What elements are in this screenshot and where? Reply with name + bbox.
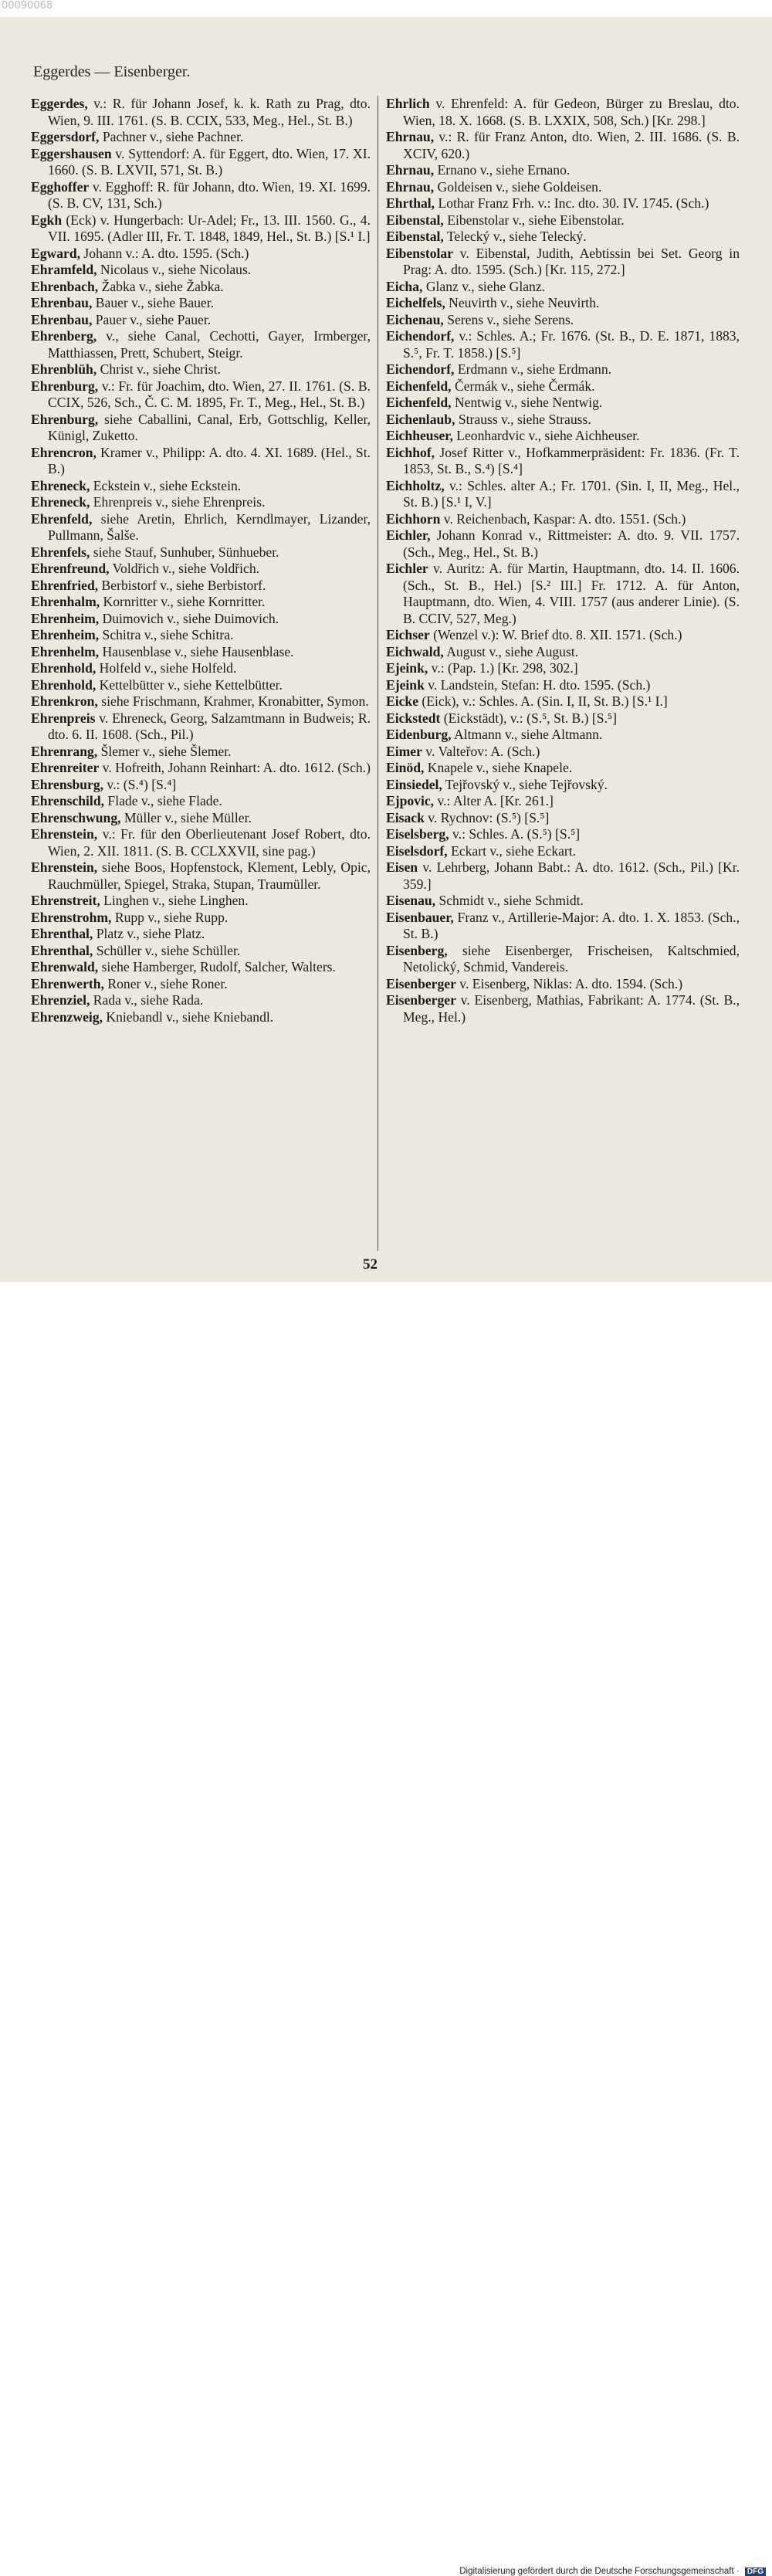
entry-headword: Ehramfeld,: [31, 262, 97, 277]
dictionary-entry: [386, 478, 740, 511]
entry-headword: Ehrenbau,: [31, 311, 93, 327]
entry-headword: Ehrenhold,: [31, 676, 96, 693]
entry-headword: Einöd,: [386, 760, 425, 775]
dictionary-entry: [31, 777, 371, 794]
entry-headword: Eggersdorf,: [31, 129, 100, 144]
entry-text: v. Syttendorf: A. für Eggert, dto. Wien, 17. XI. 1660. (S. B. LXVII, 571, St. B.): [48, 145, 371, 178]
entry-text: Ernano v., siehe Ernano.: [434, 162, 571, 178]
entry-text: siehe Eisenberger, Frischeisen, Kaltschmied, Netolický, Schmid, Vandereis.: [403, 942, 740, 974]
dictionary-entry: [31, 511, 371, 544]
entry-headword: Ehrenblüh,: [31, 361, 97, 377]
dictionary-entry: [31, 710, 371, 744]
entry-headword: Eibenstal,: [386, 212, 444, 228]
entry-text: Schüller v., siehe Schüller.: [93, 942, 241, 958]
right-column: [386, 96, 740, 1025]
dictionary-entry: [386, 744, 740, 761]
entry-headword: Egward,: [31, 245, 81, 261]
entry-headword: Eichendorf,: [386, 328, 455, 344]
entry-headword: Ehrenbau,: [31, 295, 93, 310]
entry-text: v. Lehrberg, Johann Babt.: A. dto. 1612. (Sch., Pil.) [Kr. 359.]: [403, 859, 740, 892]
dictionary-entry: [386, 361, 740, 378]
entry-headword: Eichholtz,: [386, 477, 445, 493]
entry-headword: Eichenlaub,: [386, 411, 455, 427]
entry-headword: Eichler,: [386, 527, 431, 543]
dictionary-entry: [31, 611, 371, 628]
dictionary-entry: [386, 162, 740, 179]
entry-headword: Eicke: [386, 693, 419, 709]
dictionary-entry: [386, 760, 740, 777]
entry-headword: Eichelfels,: [386, 295, 445, 310]
entry-headword: Ehrlich: [386, 96, 430, 111]
entry-headword: Ehrenrang,: [31, 743, 98, 759]
entry-headword: Eichendorf,: [386, 361, 455, 377]
dictionary-entry: [386, 212, 740, 229]
dictionary-entry: [31, 262, 371, 279]
entry-headword: Eisenbauer,: [386, 909, 454, 925]
entry-text: Franz v., Artillerie-Major: A. dto. 1. X. 1853. (Sch., St. B.): [403, 909, 740, 941]
entry-headword: Eickstedt: [386, 710, 441, 726]
dictionary-entry: [31, 976, 371, 993]
dictionary-entry: [31, 312, 371, 329]
dictionary-entry: [31, 295, 371, 312]
dictionary-entry: [386, 229, 740, 246]
dictionary-entry: [386, 527, 740, 561]
entry-text: v. Ehreneck, Georg, Salzamtmann in Budweis; R. dto. 6. II. 1608. (Sch., Pil.): [48, 710, 371, 742]
entry-text: Kornritter v., siehe Kornritter.: [100, 594, 266, 609]
dictionary-entry: [31, 578, 371, 595]
dictionary-entry: [31, 246, 371, 263]
entry-headword: Eichwald,: [386, 643, 444, 659]
dictionary-entry: [31, 212, 371, 246]
dictionary-entry: [386, 445, 740, 478]
dictionary-entry: [386, 644, 740, 661]
entry-text: Serens v., siehe Serens.: [443, 311, 574, 327]
dictionary-entry: [386, 96, 740, 129]
entry-text: Altmann v., siehe Altmann.: [451, 727, 603, 742]
entry-text: Glanz v., siehe Glanz.: [422, 278, 546, 294]
entry-headword: Eichser: [386, 627, 430, 642]
entry-headword: Eichenau,: [386, 311, 444, 327]
entry-headword: Eibenstal,: [386, 229, 444, 244]
dictionary-entry: [31, 627, 371, 644]
entry-headword: Ehrenstreit,: [31, 893, 100, 908]
entry-text: Berbistorf v., siehe Berbistorf.: [98, 577, 266, 593]
entry-text: v.: (Pap. 1.) [Kr. 298, 302.]: [428, 660, 578, 676]
entry-text: v.: R. für Franz Anton, dto. Wien, 2. III. 1686. (S. B. XCIV, 620.): [403, 129, 740, 161]
dictionary-entry: [386, 826, 740, 843]
dictionary-entry: [31, 826, 371, 859]
entry-headword: Ehrenbach,: [31, 278, 99, 294]
dictionary-entry: [386, 992, 740, 1025]
footer-text: Digitalisierung gefördert durch die Deutsche Forschungsgemeinschaft ·: [459, 2567, 740, 2576]
dictionary-entry: [386, 943, 740, 976]
entry-headword: Ehrenhalm,: [31, 594, 100, 609]
bottom-margin: [0, 1282, 772, 2576]
dictionary-entry: [386, 677, 740, 694]
entry-headword: Egghoffer: [31, 178, 90, 195]
entry-headword: Ehrenwald,: [31, 959, 99, 974]
dictionary-entry: [31, 677, 371, 694]
dictionary-entry: [386, 627, 740, 644]
entry-text: Kramer v., Philipp: A. dto. 4. XI. 1689. (Hel., St. B.): [48, 444, 371, 476]
entry-text: Bauer v., siehe Bauer.: [92, 295, 215, 310]
entry-headword: Ehrnau,: [386, 178, 435, 195]
entry-text: Tejřovský v., siehe Tejřovský.: [442, 776, 608, 792]
entry-headword: Ehrenheim,: [31, 610, 100, 626]
entry-headword: Eisenau,: [386, 893, 436, 908]
dictionary-entry: [31, 328, 371, 361]
entry-text: Ehrenpreis v., siehe Ehrenpreis.: [90, 494, 266, 510]
dictionary-entry: [386, 395, 740, 412]
entry-text: v. Egghoff: R. für Johann, dto. Wien, 19. XI. 1699. (S. B. CV, 131, Sch.): [48, 178, 371, 211]
dictionary-entry: [386, 246, 740, 279]
entry-text: Schmidt v., siehe Schmidt.: [435, 893, 584, 908]
dictionary-entry: [386, 195, 740, 212]
entry-text: Šlemer v., siehe Šlemer.: [97, 743, 232, 759]
entry-headword: Ehrenfeld,: [31, 510, 93, 527]
footer: [459, 2567, 766, 2576]
entry-headword: Ehrenkron,: [31, 693, 98, 709]
entry-headword: Ehrenschild,: [31, 793, 105, 808]
entry-headword: Ejpovic,: [386, 793, 435, 808]
entry-text: v. Eisenberg, Mathias, Fabrikant: A. 1774. (St. B., Meg., Hel.): [403, 992, 740, 1025]
entry-text: v.: Alter A. [Kr. 261.]: [434, 793, 554, 808]
entry-headword: Ehrenreiter: [31, 760, 100, 775]
top-margin: [0, 0, 772, 17]
dictionary-entry: [31, 910, 371, 927]
entry-headword: Ehrnau,: [386, 162, 435, 178]
entry-headword: Ehrenstein,: [31, 859, 98, 875]
entry-headword: Ehrenziel,: [31, 992, 90, 1008]
entry-headword: Ejeink: [386, 676, 425, 693]
entry-text: siehe Frischmann, Krahmer, Kronabitter, Symon.: [97, 693, 369, 709]
entry-text: v. Reichenbach, Kaspar: A. dto. 1551. (Sch.): [440, 510, 686, 527]
entry-headword: Ehrencron,: [31, 444, 96, 460]
dictionary-entry: [31, 544, 371, 561]
entry-text: v. Eibenstal, Judith, Aebtissin bei Set. Georg in Prag: A. dto. 1595. (Sch.) [Kr. 115, 272.]: [403, 245, 740, 277]
entry-headword: Egkh: [31, 212, 63, 228]
entry-headword: Ehrenzweig,: [31, 1008, 103, 1025]
entry-headword: Eichhorn: [386, 510, 441, 527]
dictionary-entry: [386, 859, 740, 893]
entry-text: Linghen v., siehe Linghen.: [100, 893, 249, 908]
entry-headword: Eichenfeld,: [386, 378, 452, 394]
entry-headword: Eggerdes,: [31, 96, 88, 111]
entry-headword: Eimer: [386, 743, 422, 759]
entry-text: Goldeisen v., siehe Goldeisen.: [434, 178, 602, 195]
entry-headword: Ehrenpreis: [31, 710, 96, 726]
entry-headword: Eichenfeld,: [386, 395, 452, 410]
entry-headword: Ehreneck,: [31, 477, 90, 493]
entry-text: Müller v., siehe Müller.: [120, 809, 252, 825]
dictionary-entry: [386, 710, 740, 727]
entry-headword: Eiselsdorf,: [386, 842, 448, 859]
entry-text: Josef Ritter v., Hofkammerpräsident: Fr. 1836. (Fr. T. 1853, St. B., S.⁴) [S.⁴]: [403, 444, 740, 476]
dictionary-entry: [386, 910, 740, 943]
dictionary-entry: [386, 279, 740, 296]
entry-headword: Ehrenstrohm,: [31, 909, 112, 925]
dictionary-entry: [31, 644, 371, 661]
entry-headword: Ehrenburg,: [31, 378, 99, 394]
entry-text: Schitra v., siehe Schitra.: [99, 627, 234, 642]
entry-text: v. Auritz: A. für Martin, Hauptmann, dto. 14. II. 1606. (Sch., St. B., Hel.) [S.² III.] Fr. 1712. A. für Anton, Hauptmann, dto. Wien, 4. VIII. 1757 (aus anderer Linie). (S. B. CCIV, 527, Meg.): [403, 561, 740, 626]
dfg-logo: DFG: [745, 2568, 766, 2576]
entry-headword: Ehrenheim,: [31, 627, 100, 642]
entry-text: Leonhardvic v., siehe Aichheuser.: [452, 428, 640, 443]
entry-headword: Ehrenwerth,: [31, 975, 104, 991]
entry-text: (Eick), v.: Schles. A. (Sin. I, II, St. B.) [S.¹ I.]: [418, 693, 668, 709]
entry-text: siehe Aretin, Ehrlich, Kerndlmayer, Lizander, Pullmann, Šalše.: [48, 510, 371, 543]
entry-text: Platz v., siehe Platz.: [93, 926, 205, 941]
entry-text: Duimovich v., siehe Duimovich.: [99, 610, 279, 626]
left-column: [31, 96, 371, 1025]
dictionary-entry: [31, 693, 371, 710]
dictionary-entry: [386, 511, 740, 528]
dictionary-entry: [31, 279, 371, 296]
dictionary-entry: [31, 859, 371, 893]
entry-headword: Eibenstolar: [386, 245, 453, 261]
entry-text: Pauer v., siehe Pauer.: [92, 311, 212, 327]
dictionary-entry: [386, 793, 740, 810]
dictionary-entry: [386, 412, 740, 429]
entry-text: siehe Hamberger, Rudolf, Salcher, Walters.: [98, 959, 336, 974]
entry-text: Hausenblase v., siehe Hausenblase.: [99, 643, 294, 659]
dictionary-entry: [386, 295, 740, 312]
entry-headword: Eiselsberg,: [386, 826, 449, 842]
entry-text: Čermák v., siehe Čermák.: [451, 378, 595, 394]
dictionary-entry: [386, 693, 740, 710]
dictionary-entry: [31, 494, 371, 511]
dictionary-entry: [386, 777, 740, 794]
dictionary-entry: [386, 810, 740, 827]
dictionary-entry: [31, 378, 371, 412]
entry-headword: Eicha,: [386, 278, 423, 294]
entry-headword: Eidenburg,: [386, 727, 452, 742]
entry-text: Johann Konrad v., Rittmeister: A. dto. 9. VII. 1757. (Sch., Meg., Hel., St. B.): [403, 527, 740, 560]
entry-text: Pachner v., siehe Pachner.: [99, 129, 244, 144]
dictionary-entry: [31, 478, 371, 495]
dictionary-entry: [386, 893, 740, 910]
dictionary-entry: [31, 992, 371, 1009]
entry-text: Neuvirth v., siehe Neuvirth.: [445, 295, 600, 310]
entry-text: Flade v., siehe Flade.: [104, 793, 222, 808]
entry-headword: Ehrenthal,: [31, 926, 93, 941]
dictionary-entry: [31, 793, 371, 810]
dictionary-entry: [386, 727, 740, 744]
entry-headword: Ehrenhelm,: [31, 643, 100, 659]
entry-text: v. Eisenberg, Niklas: A. dto. 1594. (Sch.): [455, 975, 683, 991]
entry-text: Telecký v., siehe Telecký.: [443, 229, 587, 244]
dictionary-entry: [31, 361, 371, 378]
entry-text: v.: Fr. für Joachim, dto. Wien, 27. II. 1761. (S. B. CCIX, 526, Sch., Č. C. M. 1895, Fr. T., Meg., Hel., St. B.): [48, 378, 371, 410]
dictionary-entry: [31, 943, 371, 960]
entry-text: v. Landstein, Stefan: H. dto. 1595. (Sch.): [424, 676, 651, 693]
entry-text: Kettelbütter v., siehe Kettelbütter.: [96, 676, 283, 693]
entry-text: Žabka v., siehe Žabka.: [98, 278, 224, 294]
entry-headword: Ehrenstein,: [31, 826, 98, 842]
dictionary-entry: [31, 445, 371, 478]
entry-text: Rupp v., siehe Rupp.: [111, 909, 229, 925]
entry-headword: Ehreneck,: [31, 494, 90, 510]
entry-headword: Eisack: [386, 809, 425, 825]
dictionary-entry: [386, 378, 740, 395]
dictionary-entry: [31, 744, 371, 761]
dictionary-entry: [31, 760, 371, 777]
dictionary-entry: [386, 129, 740, 162]
entry-text: v.: (S.⁴) [S.⁴]: [103, 776, 177, 792]
entry-headword: Eichhof,: [386, 444, 435, 460]
dictionary-entry: [386, 428, 740, 445]
entry-text: v.: Schles. alter A.; Fr. 1701. (Sin. I, II, Meg., Hel., St. B.) [S.¹ I, V.]: [403, 477, 740, 510]
entry-headword: Ehrthal,: [386, 195, 435, 211]
page-number: 52: [363, 1256, 378, 1273]
entry-headword: Einsiedel,: [386, 776, 442, 792]
entry-headword: Eisenberger: [386, 992, 456, 1008]
entry-headword: Eichheuser,: [386, 428, 453, 443]
dictionary-entry: [31, 129, 371, 146]
entry-text: Christ v., siehe Christ.: [96, 361, 221, 377]
dictionary-entry: [31, 146, 371, 179]
entry-headword: Eisen: [386, 859, 418, 875]
entry-headword: Ehrenfels,: [31, 544, 90, 560]
dictionary-entry: [31, 660, 371, 677]
entry-headword: Ehrensburg,: [31, 776, 104, 792]
dictionary-entry: [31, 179, 371, 212]
dictionary-entry: [31, 561, 371, 578]
entry-headword: Ehrenberg,: [31, 328, 97, 344]
dictionary-entry: [31, 1009, 371, 1026]
entry-text: Knapele v., siehe Knapele.: [424, 760, 573, 775]
entry-text: siehe Caballini, Canal, Erb, Gottschlig, Keller, Künigl, Zuketto.: [48, 411, 371, 443]
entry-text: August v., siehe August.: [443, 643, 579, 659]
entry-headword: Eichler: [386, 561, 428, 576]
entry-text: (Eck) v. Hungerbach: Ur-Adel; Fr., 13. III. 1560. G., 4. VII. 1695. (Adler III, Fr. T. 1848, 1849, Hel., St. B.) [S.¹ I.]: [48, 212, 371, 244]
entry-text: Voldřich v., siehe Voldřich.: [109, 561, 260, 576]
entry-text: v.: R. für Johann Josef, k. k. Rath zu Prag, dto. Wien, 9. III. 1761. (S. B. CCIX, 533, Meg., Hel., St. B.): [48, 96, 371, 128]
dictionary-entry: [31, 926, 371, 943]
entry-text: Holfeld v., siehe Holfeld.: [96, 660, 237, 676]
entry-headword: Ehrenfreund,: [31, 561, 110, 576]
entry-headword: Eggershausen: [31, 145, 112, 161]
entry-text: Roner v., siehe Roner.: [103, 975, 228, 991]
entry-text: (Wenzel v.): W. Brief dto. 8. XII. 1571. (Sch.): [429, 627, 682, 642]
corner-mark: 00090068: [2, 0, 53, 12]
entry-headword: Ehrenburg,: [31, 411, 99, 427]
entry-text: Eckstein v., siehe Eckstein.: [90, 477, 242, 493]
dictionary-entry: [31, 412, 371, 445]
entry-text: Nicolaus v., siehe Nicolaus.: [96, 262, 252, 277]
entry-headword: Eisenberger: [386, 975, 456, 991]
entry-text: Kniebandl v., siehe Kniebandl.: [103, 1008, 274, 1025]
entry-text: v. Hofreith, Johann Reinhart: A. dto. 1612. (Sch.): [99, 760, 371, 775]
dictionary-entry: [31, 893, 371, 910]
entry-text: Eibenstolar v., siehe Eibenstolar.: [443, 212, 625, 228]
entry-text: (Eickstädt), v.: (S.⁵, St. B.) [S.⁵]: [440, 710, 617, 726]
dictionary-entry: [31, 810, 371, 827]
entry-text: v. Valteřov: A. (Sch.): [422, 743, 540, 759]
dictionary-entry: [386, 843, 740, 860]
entry-text: Nentwig v., siehe Nentwig.: [451, 395, 603, 410]
entry-text: v. Rychnov: (S.⁵) [S.⁵]: [424, 809, 550, 825]
dictionary-entry: [386, 976, 740, 993]
entry-headword: Ejeink,: [386, 660, 428, 676]
entry-text: siehe Stauf, Sunhuber, Sünhueber.: [90, 544, 279, 560]
entry-text: siehe Boos, Hopfenstock, Klement, Lebly, Opic, Rauchmüller, Spiegel, Straka, Stupan, Traumüller.: [48, 859, 371, 892]
entry-text: Johann v.: A. dto. 1595. (Sch.): [80, 245, 249, 261]
dictionary-entry: [31, 959, 371, 976]
entry-text: Eckart v., siehe Eckart.: [447, 842, 577, 859]
entry-headword: Ehrenthal,: [31, 942, 93, 958]
entry-headword: Eisenberg,: [386, 942, 448, 958]
entry-text: v. Ehrenfeld: A. für Gedeon, Bürger zu Breslau, dto. Wien, 18. X. 1668. (S. B. LXXIX, 508, Sch.) [Kr. 298.]: [403, 96, 740, 128]
dictionary-entry: [31, 594, 371, 611]
dictionary-entry: [386, 328, 740, 361]
dictionary-entry: [386, 312, 740, 329]
entry-text: Strauss v., siehe Strauss.: [455, 411, 591, 427]
entry-text: Lothar Franz Frh. v.: Inc. dto. 30. IV. 1745. (Sch.): [435, 195, 709, 211]
entry-text: v.: Schles. A. (S.⁵) [S.⁵]: [449, 826, 581, 842]
running-head: Eggerdes — Eisenberger.: [33, 63, 191, 80]
entry-text: Rada v., siehe Rada.: [90, 992, 204, 1008]
entry-text: v., siehe Canal, Cechotti, Gayer, Irmberger, Matthiassen, Prett, Schubert, Steigr.: [48, 328, 371, 361]
entry-text: v.: Fr. für den Oberlieutenant Josef Robert, dto. Wien, 2. XII. 1811. (S. B. CCLXXVII, sine pag.): [48, 826, 371, 859]
dictionary-entry: [386, 660, 740, 677]
entry-headword: Ehrnau,: [386, 129, 435, 144]
entry-text: Erdmann v., siehe Erdmann.: [454, 361, 612, 377]
entry-headword: Ehrenschwung,: [31, 809, 121, 825]
entry-headword: Ehrenhold,: [31, 660, 96, 676]
entry-text: v.: Schles. A.; Fr. 1676. (St. B., D. E. 1871, 1883, S.⁵, Fr. T. 1858.) [S.⁵]: [403, 328, 740, 361]
dictionary-entry: [386, 179, 740, 196]
entry-headword: Ehrenfried,: [31, 577, 99, 593]
dictionary-entry: [31, 96, 371, 129]
dictionary-entry: [386, 561, 740, 627]
